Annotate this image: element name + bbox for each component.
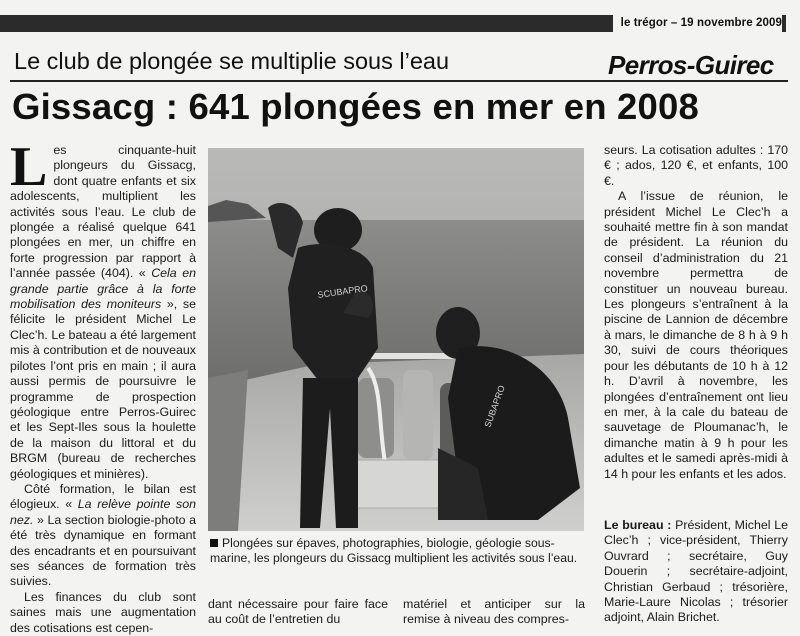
wetsuit-text-2: SUBAPRO xyxy=(482,383,507,429)
quote: Cela en grande partie grâce à la forte mobilisation des moniteurs xyxy=(10,266,196,312)
article-column-1 xyxy=(10,136,196,635)
caption-bullet-icon xyxy=(210,539,218,547)
paragraph-3: Les finances du club sont saines mais une augmentation des cotisations est cepen- xyxy=(10,589,196,635)
masthead-bar xyxy=(0,15,786,32)
article-column-4 xyxy=(604,143,788,482)
bureau-text: Président, Michel Le Clec’h ; vice-président, Thierry Ouvrard ; secrétaire, Guy Douerin ; secrétaire-adjoint, Christian Gerbaud ; trésorière, Marie-Laure Nicolas ; trésorier adjoint, Alain Brichet. xyxy=(604,518,789,625)
kicker-rule xyxy=(10,80,788,82)
bureau-block xyxy=(604,518,788,626)
kicker: Le club de plongée se multiplie sous l’eau xyxy=(14,48,450,74)
quote: La relève pointe son nez. xyxy=(10,497,196,527)
drop-cap: L xyxy=(10,136,48,198)
paragraph-1: Les cinquante-huit plongeurs du Gissacg, dont quatre enfants et six adolescents, multiplient les activités sous l’eau. Le club de plongée a réalisé quelque 641 plongées en mer, un chiffre en forte progression par rapport à l’année passée (404). « Cela en grande partie grâce à la forte mobilisation des moniteurs », se félicite le président Michel Le Clec’h. Le bateau a été largement mis à contribution et de nouveaux pilotes l’ont pris en main ; il aura aussi permis de poursuivre le programme de prospection géologique entre Perros-Guirec et les Sept-Iles sous la houlette de la maison du littoral et du BRGM (bureau de recherches géologiques et minières). xyxy=(10,136,196,481)
masthead-label: le trégor – 19 novembre 2009 xyxy=(613,15,782,32)
wetsuit-text-1: SCUBAPRO xyxy=(316,283,369,300)
paragraph-4: seurs. La cotisation adultes : 170 € ; ados, 120 €, et enfants, 100 €. xyxy=(604,143,788,188)
article-photo xyxy=(208,148,584,531)
article-column-2: dant nécessaire pour faire face au coût de l’entretien du xyxy=(208,597,388,627)
paragraph-2: Côté formation, le bilan est élogieux. « La relève pointe son nez. » La section biologie-photo a été très dynamique en formant des encadrants et en poursuivant ses séances de formation très suivies. xyxy=(10,481,196,589)
bureau-label: Le bureau : xyxy=(604,518,672,532)
paragraph-5: A l’issue de réunion, le président Michel Le Clec’h a souhaité mettre fin à son mandat de président. La réunion du conseil d’administration du 21 novembre permettra de constituer un nouveau bureau. Les plongeurs s’entraînent à la piscine de Lannion de décembre à mars, le dimanche de 8 h à 9 h 30, suivi de cours théoriques pour les débutants de 10 h à 12 h. D’avril à novembre, les plongées d’entraînement ont lieu en mer, à la cale du bateau de sauvetage de Ploumanac’h, le dimanche matin à 9 h pour les adultes et le samedi après-midi à 14 h pour les enfants et les ados. xyxy=(604,189,788,481)
headline: Gissacg : 641 plongées en mer en 2008 xyxy=(12,86,700,127)
photo-caption: Plongées sur épaves, photographies, biologie, géologie sous-marine, les plongeurs du Gissacg multiplient les activités sous l’eau. xyxy=(210,536,578,565)
town-label: Perros-Guirec xyxy=(608,50,774,80)
article-column-3: matériel et anticiper sur la remise à niveau des compres- xyxy=(403,597,585,627)
